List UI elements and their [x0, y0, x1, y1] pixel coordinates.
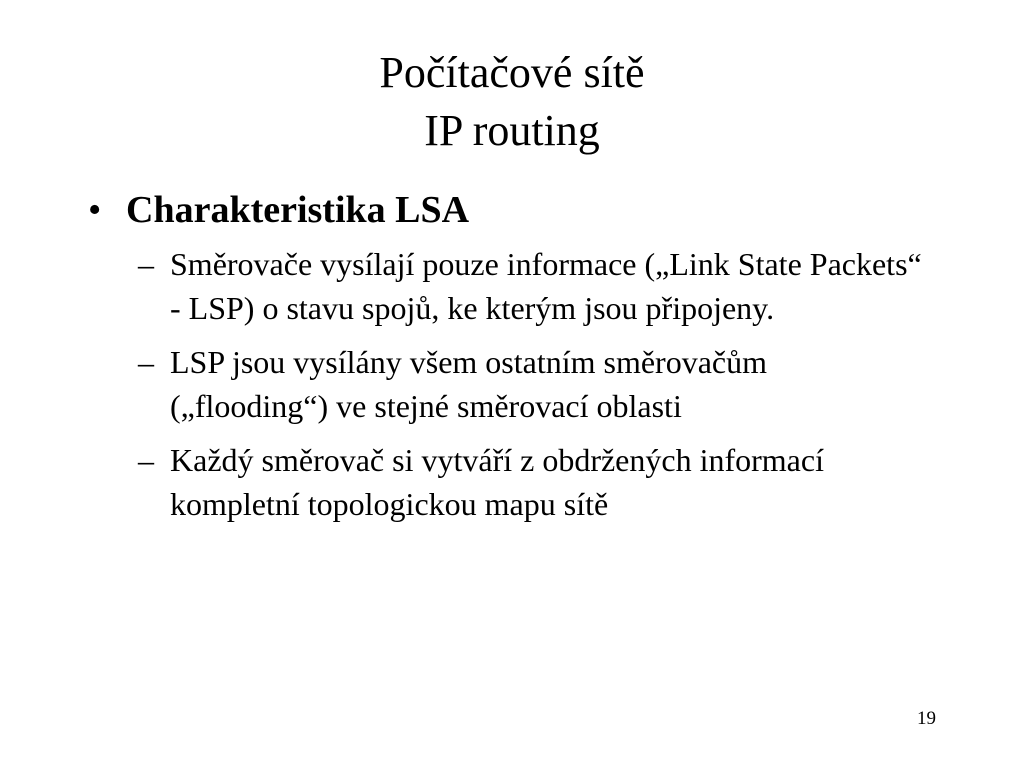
dash-marker: – — [138, 442, 154, 478]
sub-bullet-text: LSP jsou vysílány všem ostatním směrovačům („flooding“) ve stejné směrovací oblasti — [170, 344, 767, 424]
dash-marker: – — [138, 344, 154, 380]
dash-marker: – — [138, 246, 154, 282]
sub-bullet-item — [138, 242, 948, 330]
title-line-1: Počítačové sítě — [379, 48, 645, 97]
bullet-marker: • — [88, 189, 102, 231]
sub-bullet-list — [88, 242, 948, 526]
title-line-2: IP routing — [424, 106, 600, 155]
page-number: 19 — [917, 708, 936, 729]
sub-bullet-item — [138, 340, 948, 428]
sub-bullet-text: Každý směrovač si vytváří z obdržených informací kompletní topologickou mapu sítě — [170, 442, 824, 522]
main-bullet-text: Charakteristika LSA — [126, 189, 470, 231]
main-bullet — [88, 186, 948, 234]
sub-bullet-text: Směrovače vysílají pouze informace („Link State Packets“ - LSP) o stavu spojů, ke kterým jsou připojeny. — [170, 246, 922, 326]
slide-title — [0, 44, 1024, 160]
slide-content — [88, 186, 948, 536]
sub-bullet-item — [138, 438, 948, 526]
